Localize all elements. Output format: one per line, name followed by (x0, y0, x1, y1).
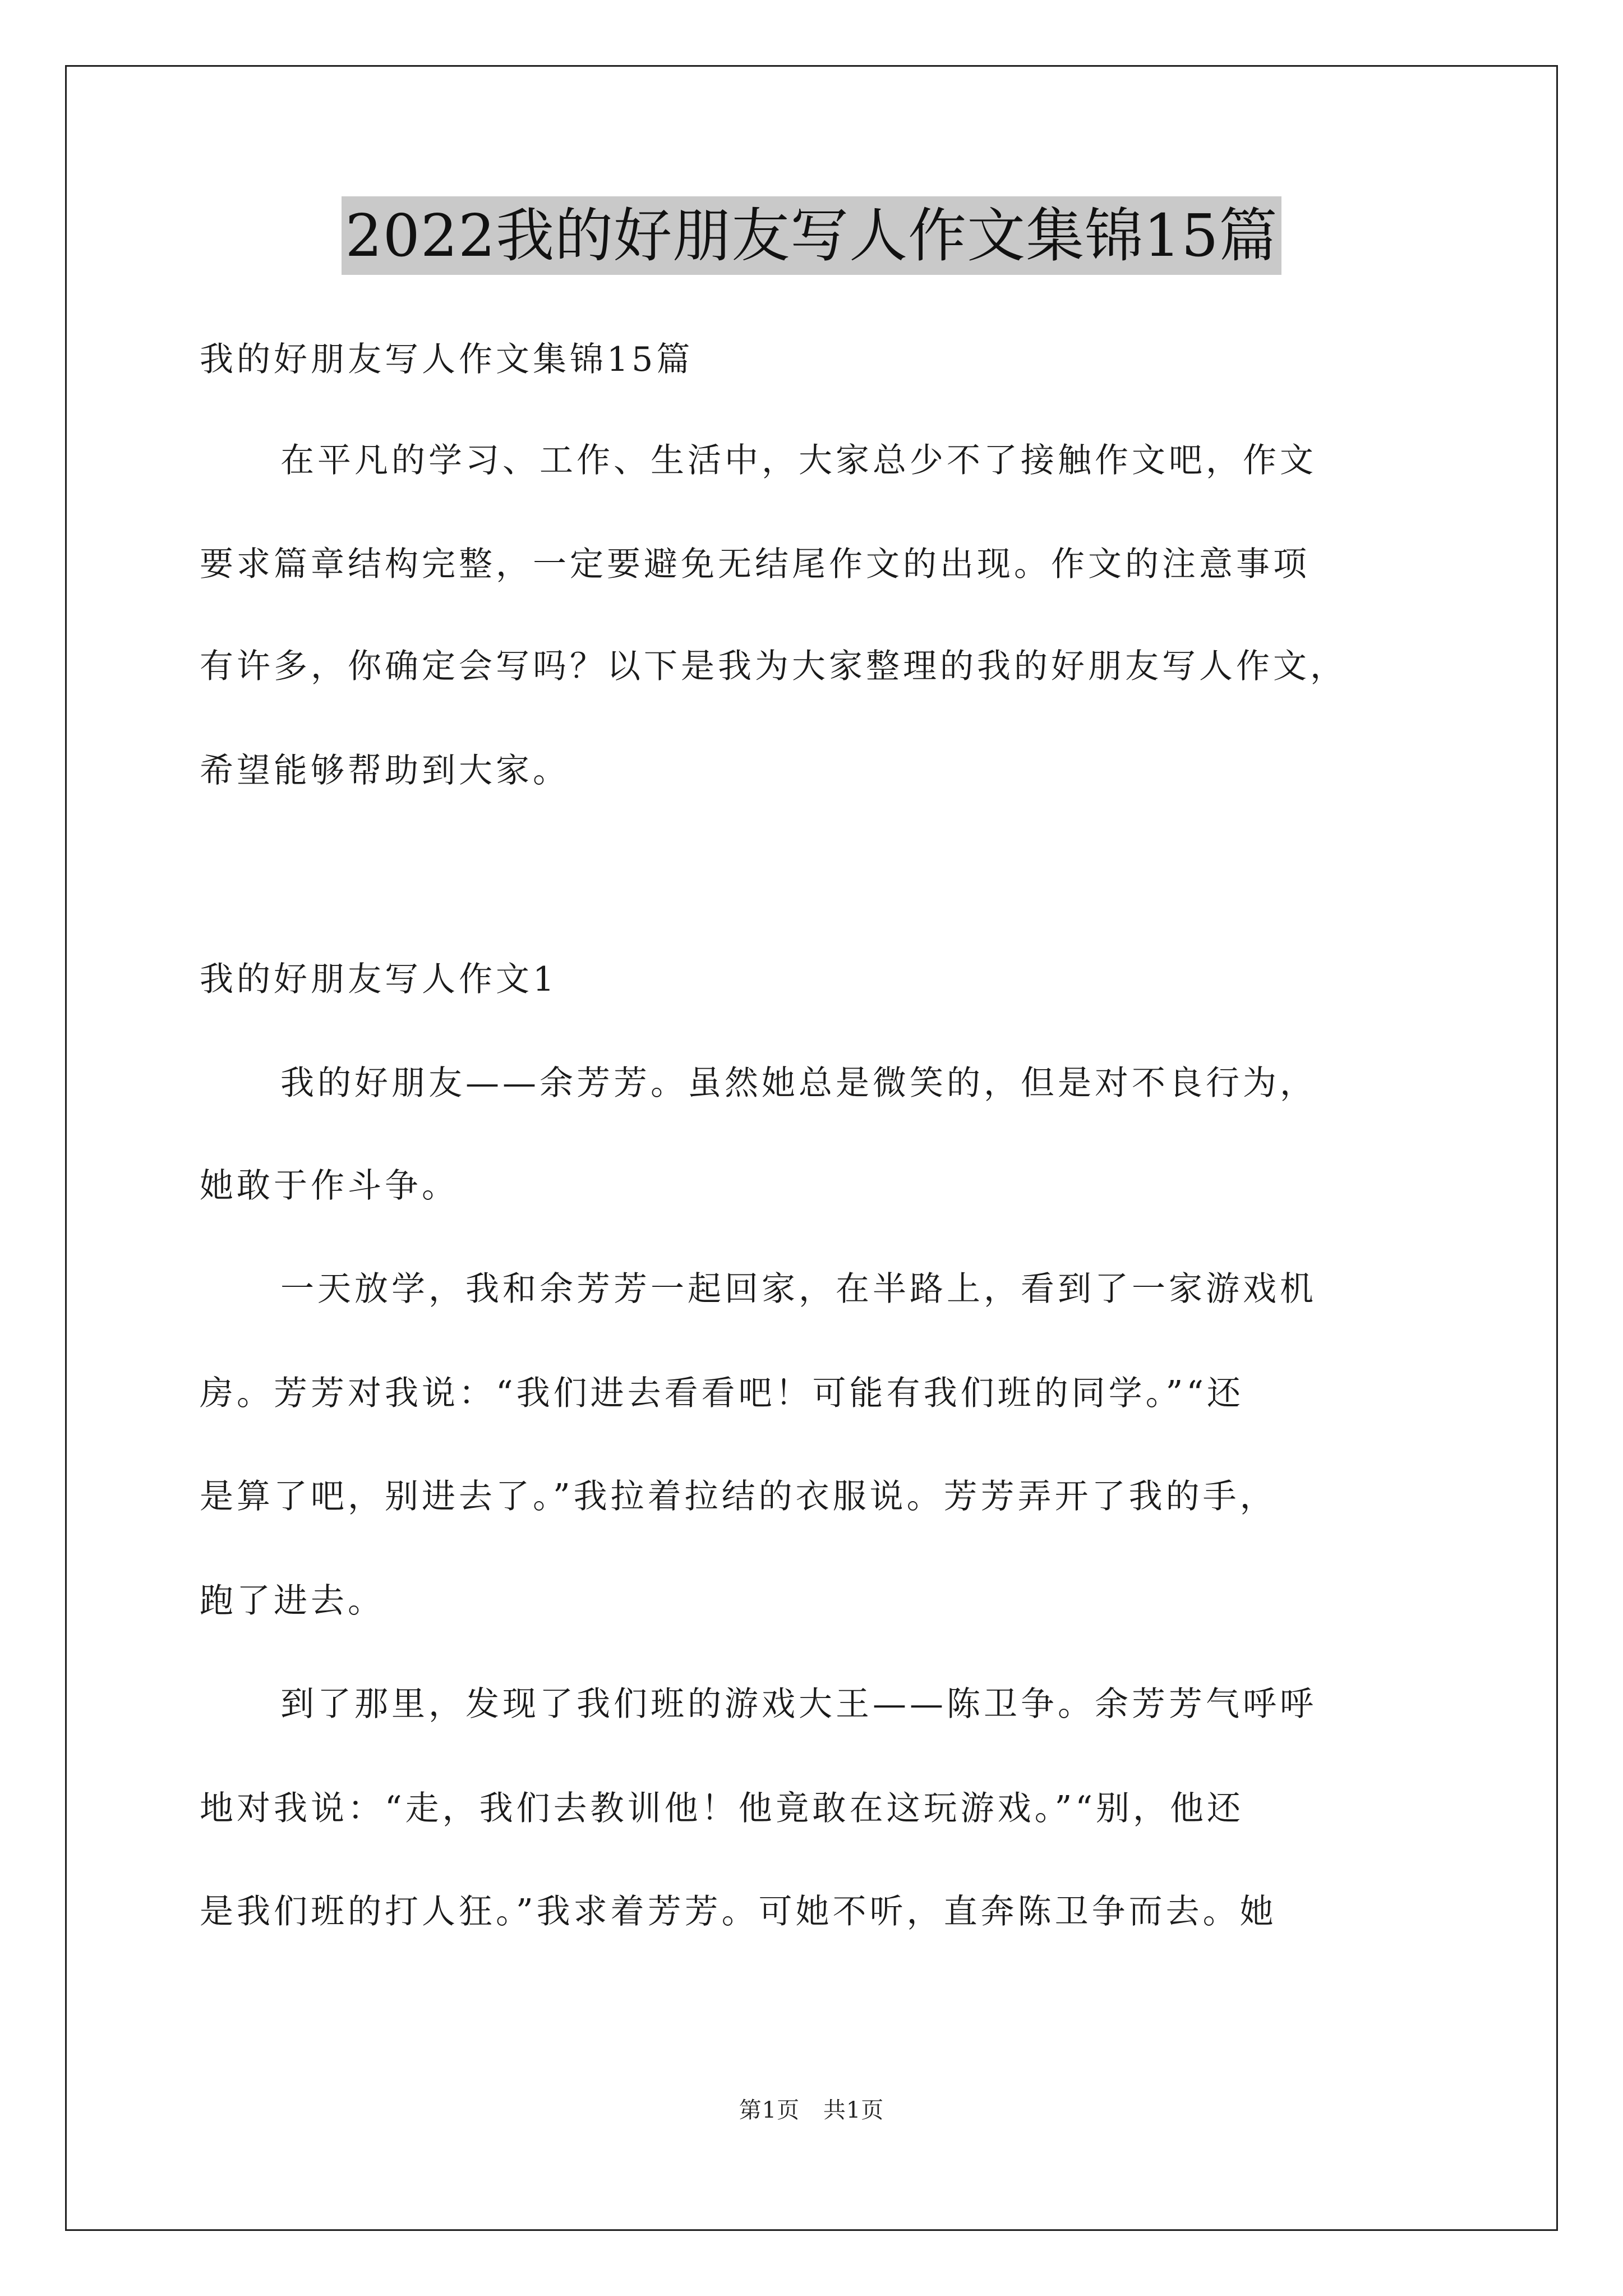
paragraph-line: 地对我说：“走，我们去教训他！他竟敢在这玩游戏。”“别，他还 (200, 1789, 1244, 1828)
paragraph-line: 房。芳芳对我说：“我们进去看看吧！可能有我们班的同学。”“还 (200, 1374, 1244, 1413)
paragraph-line: 跑了进去。 (200, 1581, 385, 1621)
section-heading: 我的好朋友写人作文1 (200, 960, 558, 999)
paragraph-line: 是算了吧，别进去了。”我拉着拉结的衣服说。芳芳弄开了我的手， (200, 1477, 1277, 1516)
paragraph-line: 是我们班的打人狂。”我求着芳芳。可她不听，直奔陈卫争而去。她 (200, 1892, 1277, 1931)
intro-line: 有许多，你确定会写吗？以下是我为大家整理的我的好朋友写人作文， (200, 647, 1347, 686)
page-footer (0, 2092, 1623, 2124)
document-title: 2022我的好朋友写人作文集锦15篇 (342, 196, 1281, 275)
title-container (0, 196, 1623, 275)
document-subtitle: 我的好朋友写人作文集锦15篇 (200, 340, 694, 379)
intro-line: 在平凡的学习、工作、生活中，大家总少不了接触作文吧，作文 (280, 441, 1317, 480)
intro-line: 希望能够帮助到大家。 (200, 751, 570, 790)
paragraph-line: 她敢于作斗争。 (200, 1166, 459, 1205)
paragraph-line: 我的好朋友——余芳芳。虽然她总是微笑的，但是对不良行为， (280, 1064, 1317, 1103)
intro-line: 要求篇章结构完整，一定要避免无结尾作文的出现。作文的注意事项 (200, 545, 1310, 584)
paragraph-line: 到了那里，发现了我们班的游戏大王——陈卫争。余芳芳气呼呼 (280, 1685, 1317, 1724)
page-total: 共1页 (823, 2097, 884, 2123)
page-number: 第1页 (739, 2097, 800, 2123)
paragraph-line: 一天放学，我和余芳芳一起回家，在半路上，看到了一家游戏机 (280, 1269, 1317, 1309)
